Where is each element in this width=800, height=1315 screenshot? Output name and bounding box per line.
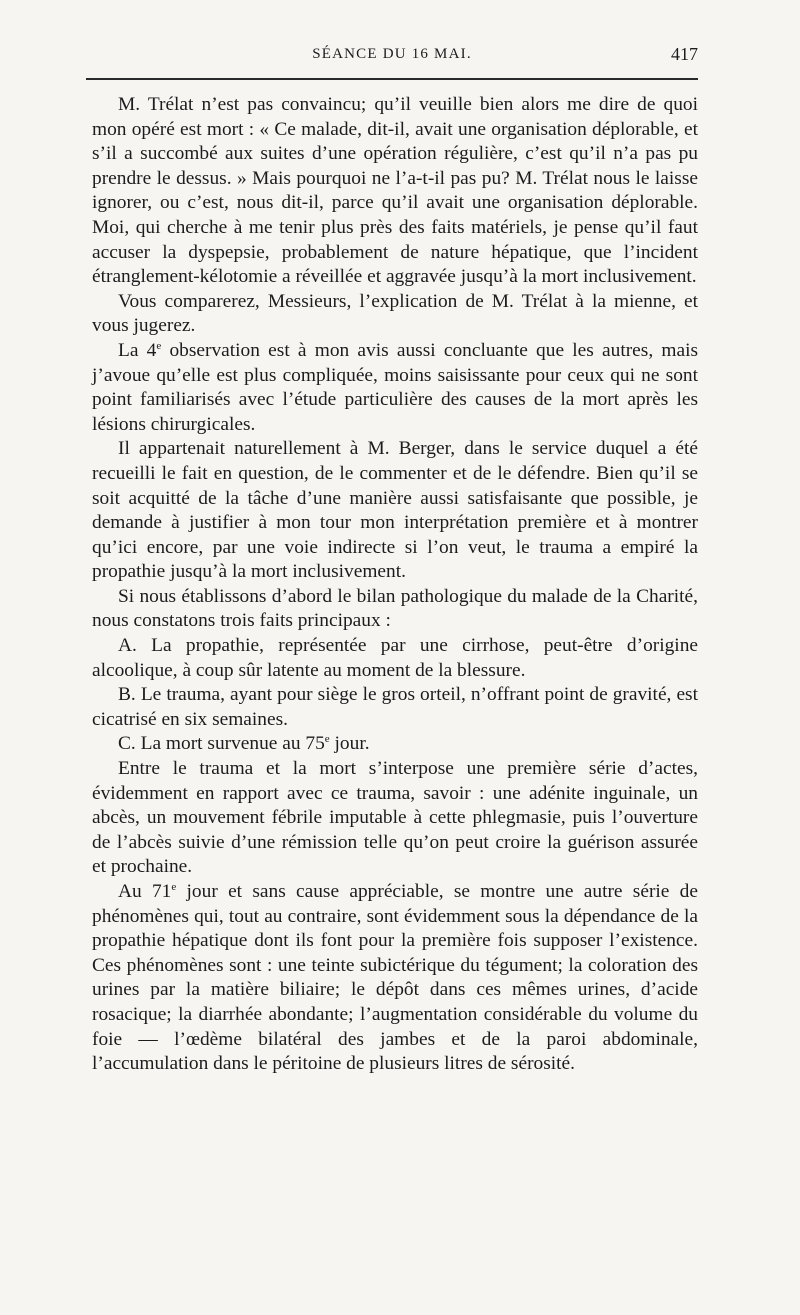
body-text bbox=[92, 93, 698, 1077]
text-run: Entre le trauma et la mort s’interpose une première série d’actes, évidemment en rapport avec ce trauma, savoir : une adénite inguinale, un abcès, un mouvement fébrile imputable à cette phlegmasie, puis l’ouverture de l’abcès suivie d’une rémission telle qu’on peut croire la guérison assurée et prochaine. bbox=[92, 758, 698, 878]
paragraph bbox=[92, 757, 698, 880]
running-title: SÉANCE DU 16 MAI. bbox=[312, 46, 472, 62]
ordinal-superscript: e bbox=[156, 339, 162, 352]
text-run: M. Trélat n’est pas convaincu; qu’il veuille bien alors me dire de quoi mon opéré est mort : « Ce malade, dit-il, avait une organisation déplorable, et s’il a succombé aux suites d’une opération régulière, c’est qu’il n’a pas pu prendre le dessus. » Mais pourquoi ne l’a-t-il pas pu? M. Trélat nous le laisse ignorer, ou c’est, nous dit-il, parce qu’il avait une organisation déplorable. Moi, qui cherche à me tenir plus près des faits matériels, je pense qu’il faut accuser la dyspepsie, probablement de nature hépatique, que l’incident étranglement-kélotomie a réveillée et aggravée jusqu’à la mort inclusivement. bbox=[92, 94, 698, 288]
paragraph bbox=[92, 683, 698, 732]
text-run: observation est à mon avis aussi concluante que les autres, mais j’avoue qu’elle est plus compliquée, moins saisissante pour ceux qui ne sont point familiarisés avec l’étude particulière des causes de la mort après les lésions chirurgicales. bbox=[92, 339, 699, 435]
text-run: La 4 bbox=[118, 339, 157, 361]
paragraph bbox=[92, 634, 698, 683]
text-run: jour. bbox=[329, 733, 370, 755]
text-run: Vous comparerez, Messieurs, l’explication de M. Trélat à la mienne, et vous jugerez. bbox=[92, 290, 698, 337]
paragraph bbox=[92, 732, 698, 757]
paragraph bbox=[92, 93, 698, 290]
text-run: Si nous établissons d’abord le bilan pathologique du malade de la Charité, nous constatons trois faits principaux : bbox=[92, 585, 698, 632]
paragraph bbox=[92, 290, 698, 339]
text-run: jour et sans cause appréciable, se montre une autre série de phénomènes qui, tout au contraire, sont évidemment sous la dépendance de la propathie hépatique dont ils font pour la première fois supposer l’existence. Ces phénomènes sont : une teinte subictérique du tégument; la coloration des urines par la matière biliaire; le dépôt dans ces mêmes urines, d’acide rosacique; la diarrhée abondante; l’augmentation considérable du volume du foie — l’œdème bilatéral des jambes et de la paroi abdominale, l’accumulation dans le péritoine de plusieurs litres de sérosité. bbox=[92, 881, 698, 1075]
text-run: A. La propathie, représentée par une cirrhose, peut-être d’origine alcoolique, à coup sûr latente au moment de la blessure. bbox=[92, 635, 698, 681]
text-run: B. Le trauma, ayant pour siège le gros orteil, n’offrant point de gravité, est cicatrisé en six semaines. bbox=[92, 684, 698, 730]
text-run: Au 71 bbox=[118, 881, 172, 902]
paragraph bbox=[92, 339, 698, 437]
paragraph bbox=[92, 437, 698, 585]
ordinal-superscript: e bbox=[324, 733, 330, 746]
header-rule bbox=[86, 78, 698, 80]
page-header bbox=[86, 42, 698, 72]
text-run: Il appartenait naturellement à M. Berger, dans le service duquel a été recueilli le fait en question, de le commenter et de le défendre. Bien qu’il se soit acquitté de la tâche d’une manière aussi satisfaisante que possible, je demande à justifier à mon tour mon interprétation première et à montrer qu’ici encore, par une voie indirecte si l’on veut, le trauma a empiré la propathie jusqu’à la mort inclusivement. bbox=[92, 438, 698, 583]
paragraph bbox=[92, 585, 698, 634]
page-number: 417 bbox=[671, 44, 698, 64]
paragraph bbox=[92, 880, 698, 1077]
ordinal-superscript: e bbox=[171, 881, 177, 893]
text-run: C. La mort survenue au 75 bbox=[118, 733, 325, 755]
